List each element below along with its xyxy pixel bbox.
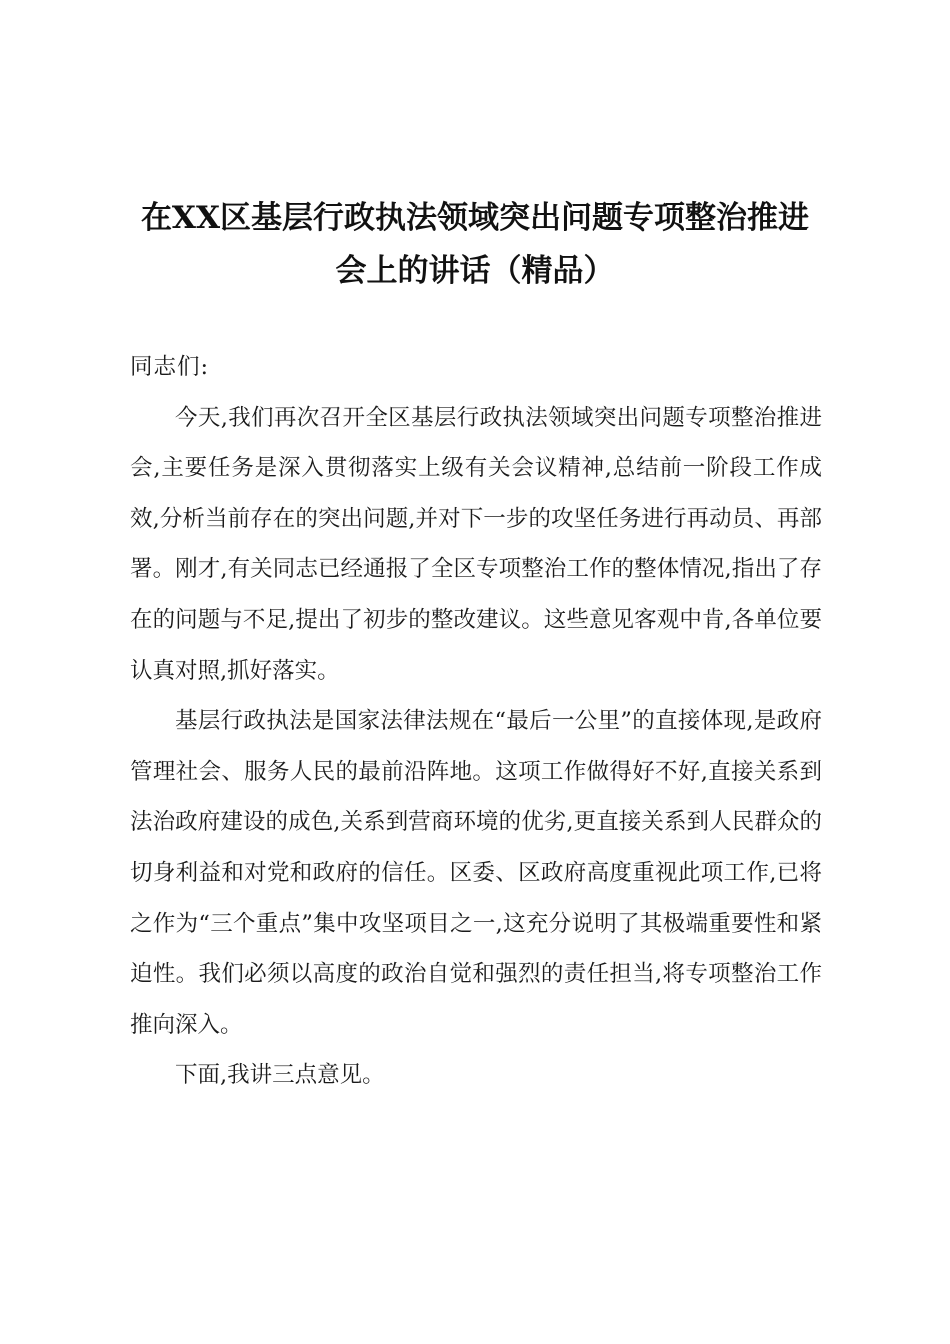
paragraph-importance: 基层行政执法是国家法律法规在“最后一公里”的直接体现,是政府管理社会、服务人民的最前沿阵地。这项工作做得好不好,直接关系到法治政府建设的成色,关系到营商环境的优劣,更直接关系到人民群众的切身利益和对党和政府的信任。区委、区政府高度重视此项工作,已将之作为“三个重点”集中攻坚项目之一,这充分说明了其极端重要性和紧迫性。我们必须以高度的政治自觉和强烈的责任担当,将专项整治工作推向深入。 xyxy=(130,708,822,1038)
paragraph-transition: 下面,我讲三点意见。 xyxy=(175,1062,385,1089)
document-body xyxy=(130,342,822,1101)
document-title xyxy=(128,192,822,298)
paragraph-opening: 今天,我们再次召开全区基层行政执法领域突出问题专项整治推进会,主要任务是深入贯彻落实上级有关会议精神,总结前一阶段工作成效,分析当前存在的突出问题,并对下一步的攻坚任务进行再动员、再部署。刚才,有关同志已经通报了全区专项整治工作的整体情况,指出了存在的问题与不足,提出了初步的整改建议。这些意见客观中肯,各单位要认真对照,抓好落实。 xyxy=(130,404,822,684)
title-line-2: 会上的讲话（精品） xyxy=(335,253,615,289)
title-line-1: 在XX区基层行政执法领域突出问题专项整治推进 xyxy=(140,200,810,236)
salutation: 同志们: xyxy=(130,354,210,380)
